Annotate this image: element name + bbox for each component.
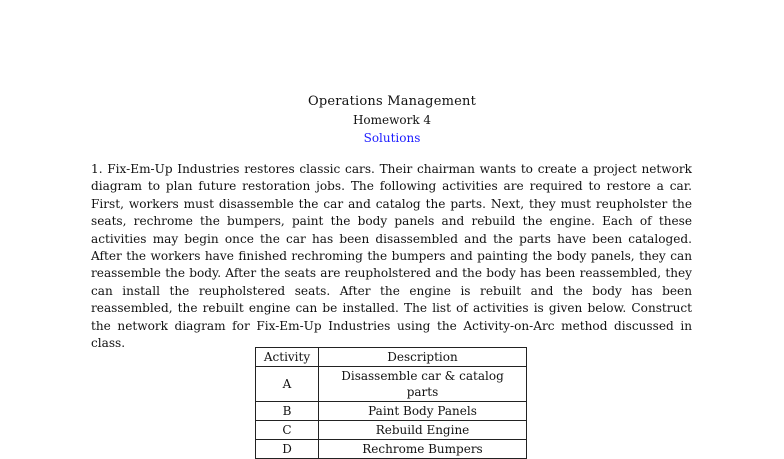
homework-title: Homework 4 [352, 113, 432, 127]
course-title: Operations Management [307, 94, 477, 109]
description-cell: Paint Body Panels [319, 402, 527, 421]
activity-column-header: Activity [256, 348, 319, 367]
document-header [0, 93, 784, 147]
activity-cell: D [256, 440, 319, 459]
description-cell: Disassemble car & catalog parts [319, 367, 527, 402]
problem-statement: 1. Fix-Em-Up Industries restores classic cars. Their chairman wants to create a project network diagram to plan future restoration jobs. The following activities are required to restore a car. First, workers must disassemble the car and catalog the parts. Next, they must reupholster the seats, rechrome the bumpers, paint the body panels and rebuild the engine. Each of these activities may begin once the car has been disassembled and the parts have been cataloged. After the workers have finished rechroming the bumpers and painting the body panels, they can reassemble the body. After the seats are reupholstered and the body has been reassembled, they can install the reupholstered seats. After the engine is rebuilt and the body has been reassembled, the rebuilt engine can be installed. The list of activities is given below. Construct the network diagram for Fix-Em-Up Industries using the Activity-on-Arc method discussed in class. [91, 162, 692, 351]
table-header-row [256, 348, 527, 367]
description-column-header: Description [319, 348, 527, 367]
table-row [256, 402, 527, 421]
table-row [256, 440, 527, 459]
description-cell: Rechrome Bumpers [319, 440, 527, 459]
activity-cell: B [256, 402, 319, 421]
activities-table [255, 347, 527, 459]
description-cell: Rebuild Engine [319, 421, 527, 440]
activity-cell: A [256, 367, 319, 402]
table-row [256, 367, 527, 402]
activity-cell: C [256, 421, 319, 440]
table-row [256, 421, 527, 440]
solutions-label: Solutions [363, 131, 421, 145]
